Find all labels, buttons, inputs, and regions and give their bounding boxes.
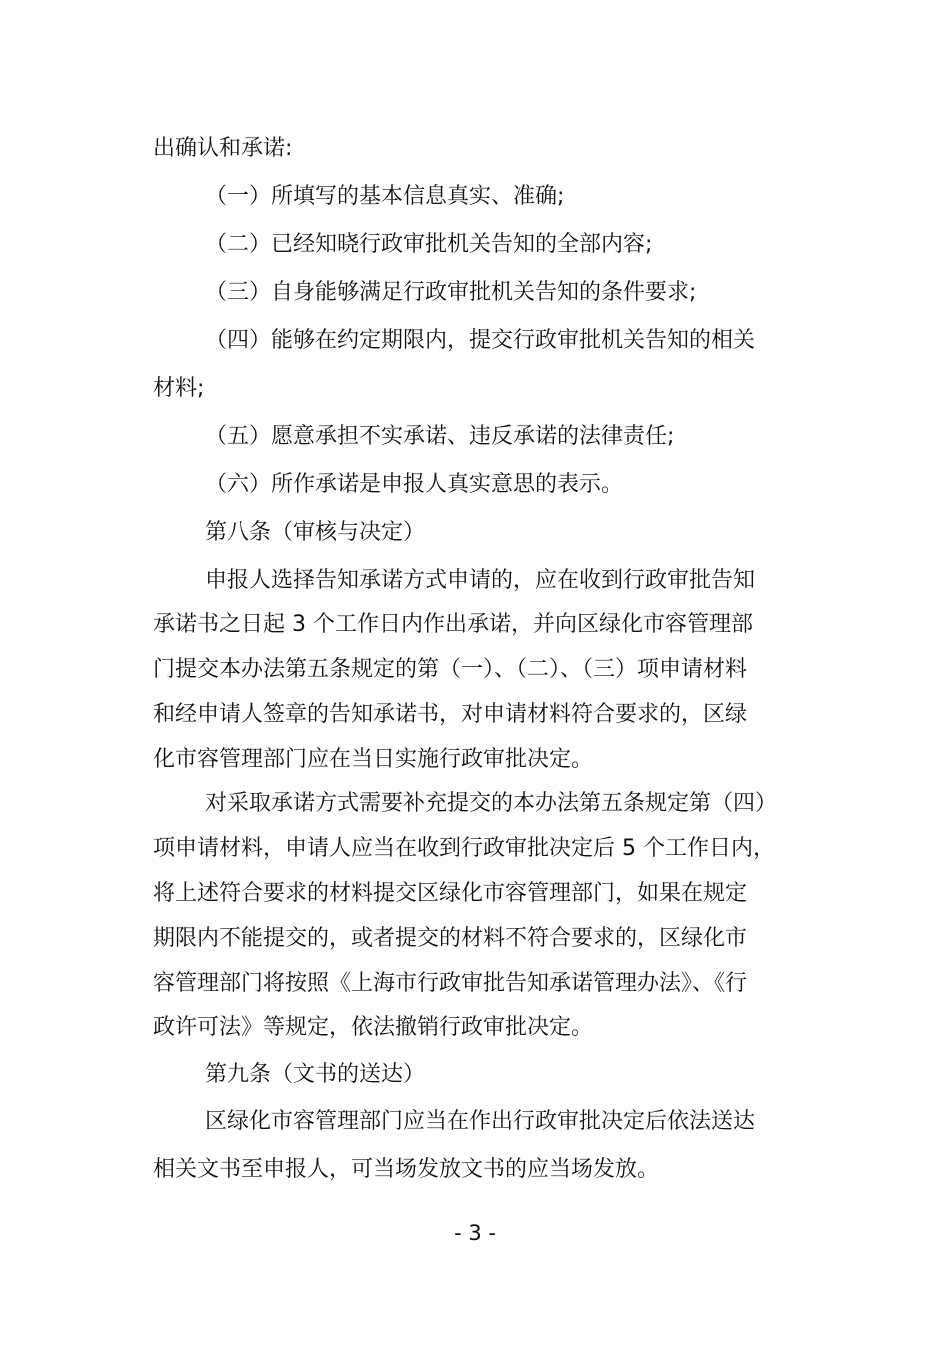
paragraph-line: （一）所填写的基本信息真实、准确; [205,184,565,209]
paragraph-line: 承诺书之日起 3 个工作日内作出承诺，并向区绿化市容管理部 [153,612,753,637]
paragraph-line: 出确认和承诺: [153,136,293,161]
paragraph-line: 将上述符合要求的材料提交区绿化市容管理部门，如果在规定 [153,881,748,906]
article-heading: 第九条（文书的送达） [205,1062,426,1087]
page-number: - 3 - [454,1221,496,1245]
paragraph-line: 期限内不能提交的，或者提交的材料不符合要求的，区绿化市 [153,926,748,951]
paragraph-line: （六）所作承诺是申报人真实意思的表示。 [205,472,624,497]
paragraph-line: （三）自身能够满足行政审批机关告知的条件要求; [205,280,697,305]
paragraph-line: 项申请材料，申请人应当在收到行政审批决定后 5 个工作日内， [153,836,775,861]
paragraph-line: 对采取承诺方式需要补充提交的本办法第五条规定第（四） [205,791,778,816]
paragraph-line: （五）愿意承担不实承诺、违反承诺的法律责任; [205,424,675,449]
paragraph-line: （二）已经知晓行政审批机关告知的全部内容; [205,232,653,257]
paragraph-line: 区绿化市容管理部门应当在作出行政审批决定后依法送达 [205,1109,756,1134]
paragraph-line: 门提交本办法第五条规定的第（一）、（二）、（三）项申请材料 [153,657,748,682]
paragraph-line: 申报人选择告知承诺方式申请的，应在收到行政审批告知 [205,568,756,593]
paragraph-line: （四）能够在约定期限内，提交行政审批机关告知的相关 [205,328,756,353]
paragraph-line: 和经申请人签章的告知承诺书，对申请材料符合要求的，区绿 [153,702,748,727]
paragraph-line: 相关文书至申报人，可当场发放文书的应当场发放。 [153,1157,660,1182]
paragraph-line: 政许可法》等规定，依法撤销行政审批决定。 [153,1015,594,1040]
paragraph-line: 化市容管理部门应在当日实施行政审批决定。 [153,747,594,772]
article-heading: 第八条（审核与决定） [205,520,426,545]
paragraph-line: 容管理部门将按照《上海市行政审批告知承诺管理办法》、《行 [153,971,748,996]
paragraph-line: 材料; [153,376,205,401]
